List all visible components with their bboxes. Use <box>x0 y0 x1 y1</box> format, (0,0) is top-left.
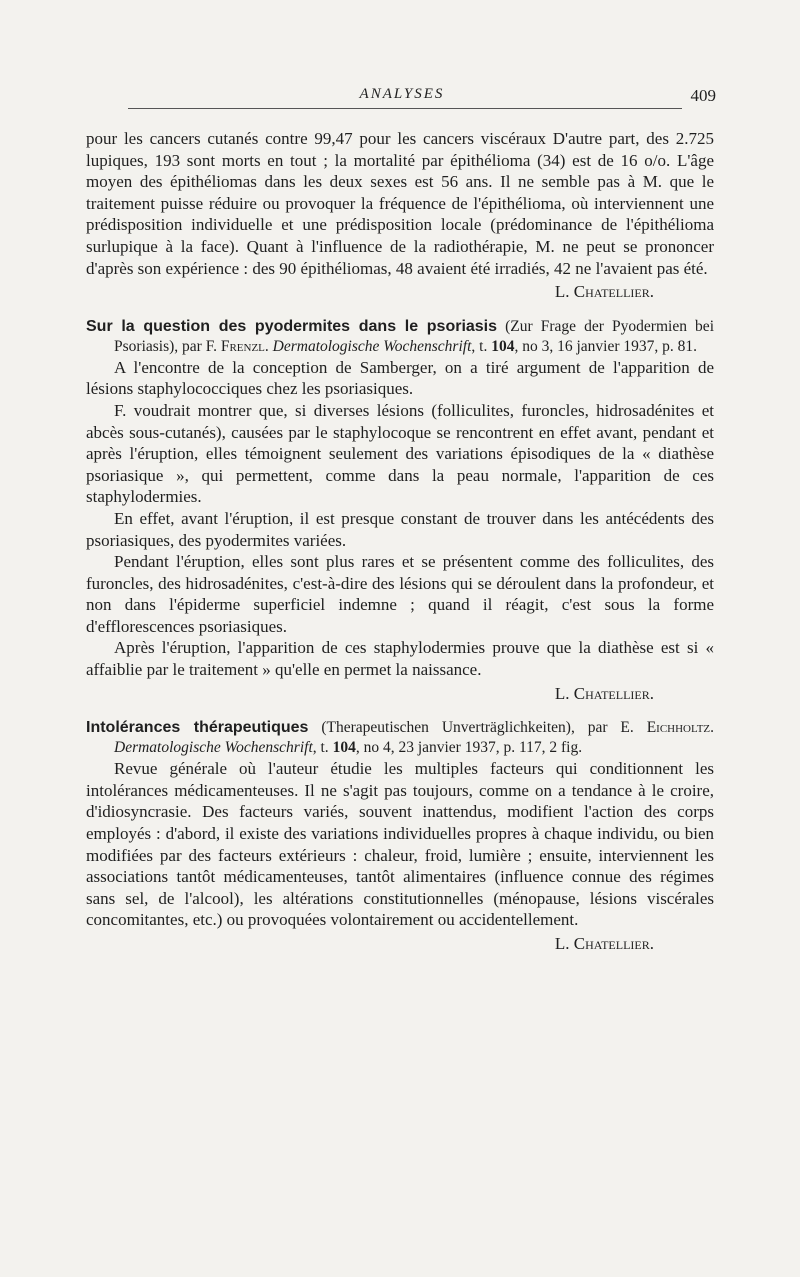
article-2-volume: 104 <box>332 739 356 757</box>
article-2-author: Eichholtz <box>646 719 711 737</box>
article-2-signature <box>86 933 714 955</box>
article-1-paragraph: Pendant l'éruption, elles sont plus rares et se présentent comme des folliculites, des furoncles, des hidrosadénites, c'est-à-dire des lésions qui se déroulent dans la profondeur, et non dans l'épiderme superficiel indemne ; quand il réagit, c'est sous la forme d'efflorescences psoriasiques. <box>86 552 714 636</box>
article-2-journal: Dermatologische Wochenschrift <box>114 739 313 757</box>
article-1-paragraph: Après l'éruption, l'apparition de ces staphylodermies prouve que la diathèse est si « affaiblie par le traitement » qu'elle en permet la naissance. <box>86 638 714 680</box>
signature-initial: L. <box>554 683 574 703</box>
article-1-signature <box>86 683 714 705</box>
article-2-ref-before-author: (Therapeutischen Unverträglichkeiten), par E. <box>308 719 647 737</box>
running-title: ANALYSES <box>359 86 445 102</box>
signature-name: Chatellier. <box>573 282 654 302</box>
article-2-vol-prefix: , t. <box>312 739 333 757</box>
article-2-heading <box>86 718 714 758</box>
prev-article-paragraph: pour les cancers cutanés contre 99,47 pour les cancers viscéraux D'autre part, des 2.725 lupiques, 193 sont morts en tout ; la mortalité par épithélioma (34) est de 16 o/o. L'âge moyen des épithéliomas dans les deux sexes est 56 ans. Il ne semble pas à M. que le traitement puisse réduire ou provoquer la fréquence de l'épithélioma, où interviennent une prédisposition individuelle et une prédisposition locale (prédominance de l'épithélioma surlupique à la face). Quant à l'influence de la radiothérapie, M. ne peut se prononcer d'après son expérience : des 90 épithéliomas, 48 avaient été irradiés, 42 ne l'avaient pas été. <box>86 129 714 278</box>
signature-name: Chatellier. <box>573 934 654 953</box>
article-1-volume: 104 <box>491 337 515 355</box>
article-1-issue: , no 3, 16 janvier 1937, p. 81. <box>514 337 697 355</box>
article-2-paragraph: Revue générale où l'auteur étudie les multiples facteurs qui conditionnent les intolérances médicamenteuses. Il ne s'agit pas toujours, comme on a tendance à le croire, d'idiosyncrasie. Des facteurs variés, souvent inattendus, modifient l'action des corps employés : d'abord, il existe des variations individuelles propres à chaque individu, ou bien modifiées par des facteurs extérieurs : chaleur, froid, lumière ; ensuite, interviennent les associations tantôt médicamenteuses, tantôt alimentaires (influence connue des régimes sans sel, de l'alcool), les altérations constitutionnelles (ménopause, lésions viscérales concomitantes, etc.) ou provoquées volontairement ou accidentellement. <box>86 759 714 930</box>
article-2-title: Intolérances thérapeutiques <box>86 719 309 737</box>
signature-name: Chatellier. <box>573 683 654 703</box>
article-1-paragraph: En effet, avant l'éruption, il est presque constant de trouver dans les antécédents des psoriasiques, des pyodermites variées. <box>86 508 714 550</box>
signature-initial: L. <box>554 934 574 953</box>
article-1-ref-before-author: (Zur Frage der Pyodermien bei Psoriasis), par F. <box>114 317 714 355</box>
prev-article-signature <box>86 281 714 303</box>
article-1-ref-sep: . <box>264 337 273 355</box>
article-2-issue: , no 4, 23 janvier 1937, p. 117, 2 fig. <box>355 739 583 757</box>
article-1-heading <box>86 317 714 357</box>
article-2-ref-sep: . <box>710 719 715 737</box>
article-1-paragraph: A l'encontre de la conception de Samberger, on a tiré argument de l'apparition de lésions staphylococciques chez les psoriasiques. <box>86 357 714 399</box>
article-1-vol-prefix: , t. <box>471 337 492 355</box>
page-header <box>88 86 716 110</box>
header-rule <box>128 108 682 109</box>
signature-initial: L. <box>554 282 574 302</box>
article-1-author: Frenzl <box>220 337 265 355</box>
article-1-title: Sur la question des pyodermites dans le psoriasis <box>86 317 498 335</box>
article-1-journal: Dermatologische Wochenschrift <box>272 337 472 355</box>
page-number: 409 <box>690 86 716 105</box>
body-text <box>86 128 714 969</box>
article-1-paragraph: F. voudrait montrer que, si diverses lésions (folliculites, furoncles, hidrosadénites et abcès sous-cutanés), causées par le staphylocoque se rencontrent en effet avant, pendant et après l'éruption, elles témoignent seulement des variations épisodiques de la « diathèse psoriasique », qui permettent, comme dans la peau normale, l'apparition de ces staphylodermies. <box>86 400 714 507</box>
